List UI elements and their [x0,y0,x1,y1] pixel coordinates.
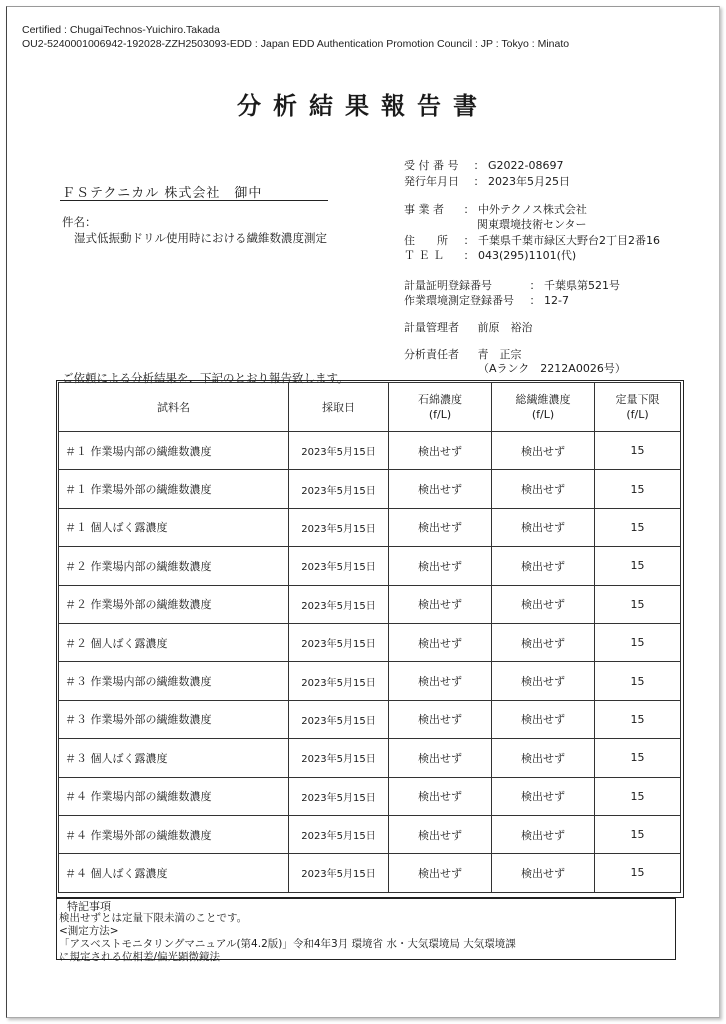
sample-name-cell: ＃２ 個人ばく露濃度 [59,623,289,661]
header-total-label: 総繊維濃度 [515,393,571,406]
business-colon: ： [463,203,475,216]
date-cell: 2023年5月15日 [289,508,389,546]
issue-colon: ： [473,175,485,188]
total-fiber-cell: 検出せず [492,662,595,700]
table-row [59,547,681,585]
business-row [404,201,587,217]
total-fiber-cell: 検出せず [492,585,595,623]
env-reg-row [404,292,569,308]
table-row [59,854,681,892]
total-fiber-cell: 検出せず [492,700,595,738]
sample-name-cell: ＃３ 個人ばく露濃度 [59,739,289,777]
tel-value: 043(295)1101(代) [478,249,577,262]
results-table [58,382,681,893]
table-row [59,470,681,508]
sample-name-cell: ＃３ 作業場外部の繊維数濃度 [59,700,289,738]
notes-line-1: 検出せずとは定量下限未満のことです。 [59,912,248,924]
table-row [59,700,681,738]
date-cell: 2023年5月15日 [289,585,389,623]
header-asbestos-unit: (f/L) [428,408,452,421]
address-value: 千葉県千葉市緑区大野台2丁目2番16 [478,234,660,247]
env-reg-value: 12-7 [544,294,569,307]
cert-reg-value: 千葉県第521号 [544,279,620,292]
table-row [59,662,681,700]
header-sample [59,383,289,432]
receipt-colon: ： [473,159,485,172]
cert-reg-label: 計量証明登録番号 [404,279,492,292]
certification-line-2: OU2-5240001006942-192028-ZZH2503093-EDD : Japan EDD Authentication Promotion Council : JP : Tokyo : Minato [22,38,570,50]
address-row [404,232,660,248]
table-row [59,432,681,470]
client-underline [60,200,328,201]
sample-name-cell: ＃４ 作業場外部の繊維数濃度 [59,815,289,853]
sample-name-cell: ＃１ 作業場内部の繊維数濃度 [59,432,289,470]
limit-cell: 15 [595,547,681,585]
analyst-value: 青 正宗 [477,348,522,361]
manager-value: 前原 裕治 [477,321,533,334]
issue-row [404,173,570,189]
limit-cell: 15 [595,662,681,700]
limit-cell: 15 [595,700,681,738]
sample-name-cell: ＃３ 作業場内部の繊維数濃度 [59,662,289,700]
total-fiber-cell: 検出せず [492,432,595,470]
business-value-2: 関東環境技術センター [477,218,587,231]
cert-reg-colon: ： [529,279,541,292]
asbestos-cell: 検出せず [389,739,492,777]
receipt-value: G2022-08697 [488,159,564,172]
header-sample-label: 試料名 [157,400,190,414]
table-row [59,585,681,623]
client-name: ＦＳテクニカル 株式会社 御中 [62,186,263,201]
total-fiber-cell: 検出せず [492,470,595,508]
asbestos-cell: 検出せず [389,815,492,853]
sample-name-cell: ＃２ 作業場内部の繊維数濃度 [59,547,289,585]
notes-line-4: に規定される位相差/偏光顕微鏡法 [59,951,221,963]
asbestos-cell: 検出せず [389,700,492,738]
receipt-label: 受 付 番 号 [404,159,459,172]
asbestos-cell: 検出せず [389,432,492,470]
date-cell: 2023年5月15日 [289,854,389,892]
notes-line-2: <測定方法> [59,925,119,937]
total-fiber-cell: 検出せず [492,777,595,815]
date-cell: 2023年5月15日 [289,623,389,661]
notes-line-3: 「アスベストモニタリングマニュアル(第4.2版)」令和4年3月 環境省 水・大気環境局 大気環境課 [59,938,516,950]
manager-row [404,319,533,335]
asbestos-cell: 検出せず [389,585,492,623]
sample-name-cell: ＃４ 作業場内部の繊維数濃度 [59,777,289,815]
asbestos-cell: 検出せず [389,470,492,508]
limit-cell: 15 [595,739,681,777]
table-row [59,623,681,661]
header-limit-unit: (f/L) [626,408,649,421]
date-cell: 2023年5月15日 [289,700,389,738]
document-title: 分析結果報告書 [237,91,489,120]
business-label: 事 業 者 [404,203,444,216]
date-cell: 2023年5月15日 [289,432,389,470]
asbestos-cell: 検出せず [389,623,492,661]
tel-colon: ： [463,249,475,262]
tel-label: Ｔ Ｅ Ｌ [404,249,444,262]
date-cell: 2023年5月15日 [289,777,389,815]
table-row [59,815,681,853]
issue-label: 発行年月日 [404,175,459,188]
total-fiber-cell: 検出せず [492,815,595,853]
limit-cell: 15 [595,777,681,815]
address-colon: ： [463,234,475,247]
cert-reg-row [404,277,620,293]
date-cell: 2023年5月15日 [289,470,389,508]
limit-cell: 15 [595,585,681,623]
address-label: 住 所 [404,234,448,247]
analyst-label: 分析責任者 [404,348,459,361]
header-date-label: 採取日 [322,400,355,414]
header-total [492,383,595,432]
header-limit [595,383,681,432]
header-total-unit: (f/L) [531,408,555,421]
total-fiber-cell: 検出せず [492,547,595,585]
sample-name-cell: ＃１ 個人ばく露濃度 [59,508,289,546]
sample-name-cell: ＃１ 作業場外部の繊維数濃度 [59,470,289,508]
table-row [59,739,681,777]
header-date [289,383,389,432]
date-cell: 2023年5月15日 [289,662,389,700]
table-header-row [59,383,681,432]
total-fiber-cell: 検出せず [492,854,595,892]
header-asbestos-label: 石綿濃度 [418,393,462,406]
subject-text: 湿式低振動ドリル使用時における繊維数濃度測定 [74,231,327,245]
header-limit-label: 定量下限 [615,393,660,406]
business-value-1: 中外テクノス株式会社 [478,203,587,216]
limit-cell: 15 [595,815,681,853]
asbestos-cell: 検出せず [389,854,492,892]
intro-text: ご依頼による分析結果を、下記のとおり報告致します。 [62,371,349,385]
total-fiber-cell: 検出せず [492,623,595,661]
certification-line-1: Certified : ChugaiTechnos-Yuichiro.Takada [22,24,220,36]
date-cell: 2023年5月15日 [289,547,389,585]
env-reg-colon: ： [529,294,541,307]
limit-cell: 15 [595,623,681,661]
table-row [59,508,681,546]
limit-cell: 15 [595,854,681,892]
receipt-row [404,157,563,173]
total-fiber-cell: 検出せず [492,739,595,777]
asbestos-cell: 検出せず [389,547,492,585]
date-cell: 2023年5月15日 [289,739,389,777]
header-asbestos [389,383,492,432]
subject-label: 件名： [62,215,97,229]
manager-label: 計量管理者 [404,321,459,334]
issue-value: 2023年5月25日 [488,175,570,188]
asbestos-cell: 検出せず [389,508,492,546]
limit-cell: 15 [595,508,681,546]
asbestos-cell: 検出せず [389,662,492,700]
date-cell: 2023年5月15日 [289,815,389,853]
env-reg-label: 作業環境測定登録番号 [404,294,514,307]
table-row [59,777,681,815]
asbestos-cell: 検出せず [389,777,492,815]
limit-cell: 15 [595,470,681,508]
notes-box [56,898,676,963]
sample-name-cell: ＃２ 作業場外部の繊維数濃度 [59,585,289,623]
tel-row [404,247,576,263]
limit-cell: 15 [595,432,681,470]
sample-name-cell: ＃４ 個人ばく露濃度 [59,854,289,892]
total-fiber-cell: 検出せず [492,508,595,546]
notes-title: 特記事項 [67,900,111,913]
analyst-rank: （Aランク 2212A0026号） [478,362,626,375]
